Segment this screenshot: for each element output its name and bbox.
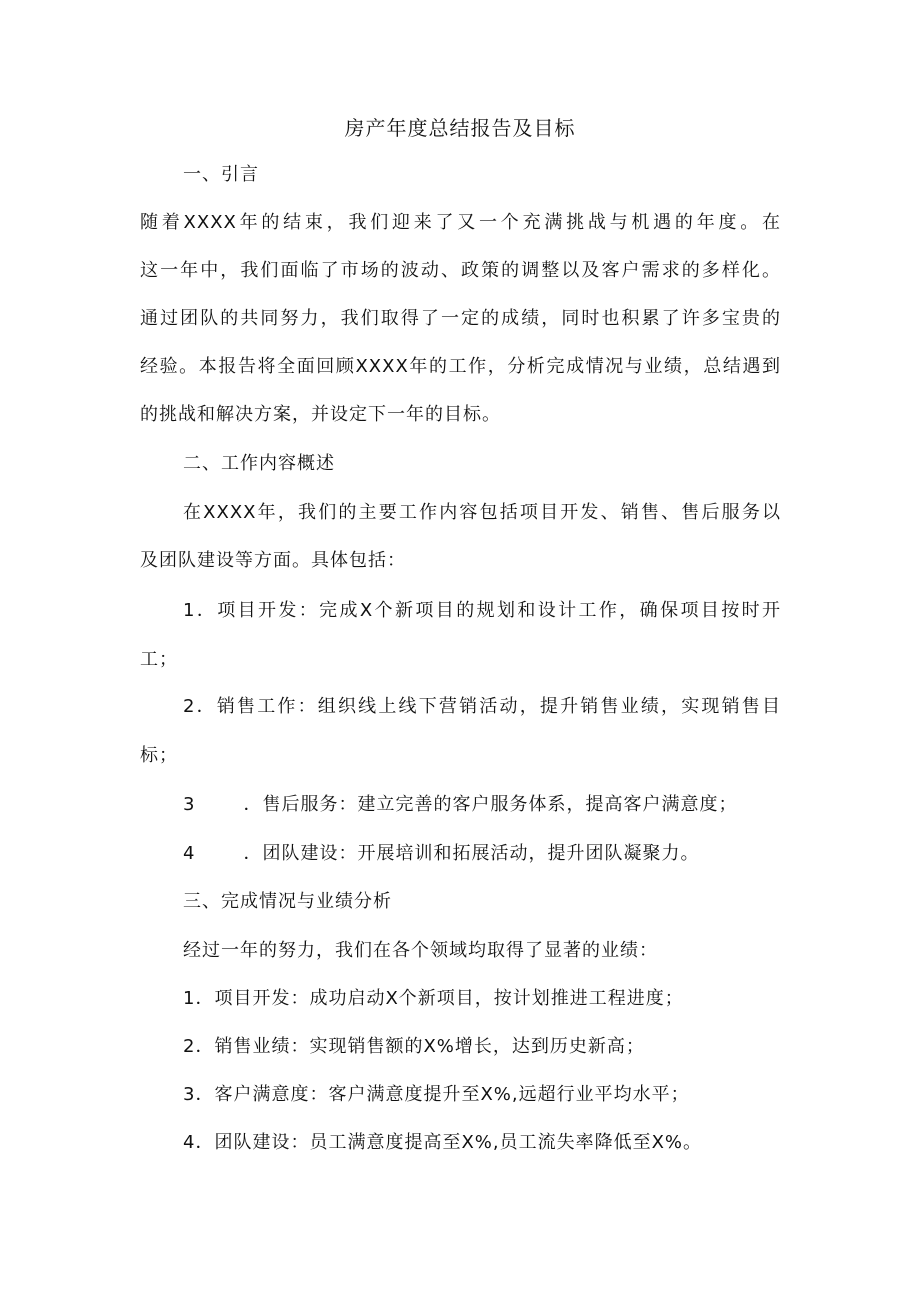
list-item xyxy=(183,792,737,818)
list-item: 2．销售工作：组织线上线下营销活动，提升销售业绩，实现销售目 xyxy=(183,696,781,717)
paragraph-line: 经过一年的努力，我们在各个领域均取得了显著的业绩： xyxy=(183,940,658,961)
paragraph-line: 这一年中，我们面临了市场的波动、政策的调整以及客户需求的多样化。 xyxy=(140,260,781,281)
section-heading-introduction: 一、引言 xyxy=(183,164,259,185)
document-title: 房产年度总结报告及目标 xyxy=(344,116,576,140)
list-item-text: ．团队建设：开展培训和拓展活动，提升团队凝聚力。 xyxy=(243,843,700,864)
list-item: 3．客户满意度：客户满意度提升至X%,远超行业平均水平； xyxy=(183,1084,690,1105)
list-item-number: 3 xyxy=(183,794,196,815)
section-heading-performance: 三、完成情况与业绩分析 xyxy=(183,891,392,912)
paragraph-line: 及团队建设等方面。具体包括： xyxy=(140,550,406,571)
paragraph-line: 在XXXX年，我们的主要工作内容包括项目开发、销售、售后服务以 xyxy=(183,502,781,523)
list-item: 1．项目开发：成功启动X个新项目，按计划推进工程进度； xyxy=(183,988,684,1009)
paragraph-line: 随着XXXX年的结束，我们迎来了又一个充满挑战与机遇的年度。在 xyxy=(140,212,781,233)
list-item xyxy=(183,841,699,867)
paragraph-line: 经验。本报告将全面回顾XXXX年的工作，分析完成情况与业绩，总结遇到 xyxy=(140,356,781,377)
list-item-continuation: 标； xyxy=(140,745,178,766)
paragraph-line: 通过团队的共同努力，我们取得了一定的成绩，同时也积累了许多宝贵的 xyxy=(140,308,781,329)
list-item: 1．项目开发：完成X个新项目的规划和设计工作，确保项目按时开 xyxy=(183,600,781,621)
list-item: 2．销售业绩：实现销售额的X%增长，达到历史新高； xyxy=(183,1036,645,1057)
list-item-number: 4 xyxy=(183,843,196,864)
paragraph-line: 的挑战和解决方案，并设定下一年的目标。 xyxy=(140,404,501,425)
section-heading-work-overview: 二、工作内容概述 xyxy=(183,453,335,474)
list-item-text: ．售后服务：建立完善的客户服务体系，提高客户满意度； xyxy=(243,794,738,815)
list-item: 4．团队建设：员工满意度提高至X%,员工流失率降低至X%。 xyxy=(183,1132,703,1153)
list-item-continuation: 工； xyxy=(140,649,178,670)
